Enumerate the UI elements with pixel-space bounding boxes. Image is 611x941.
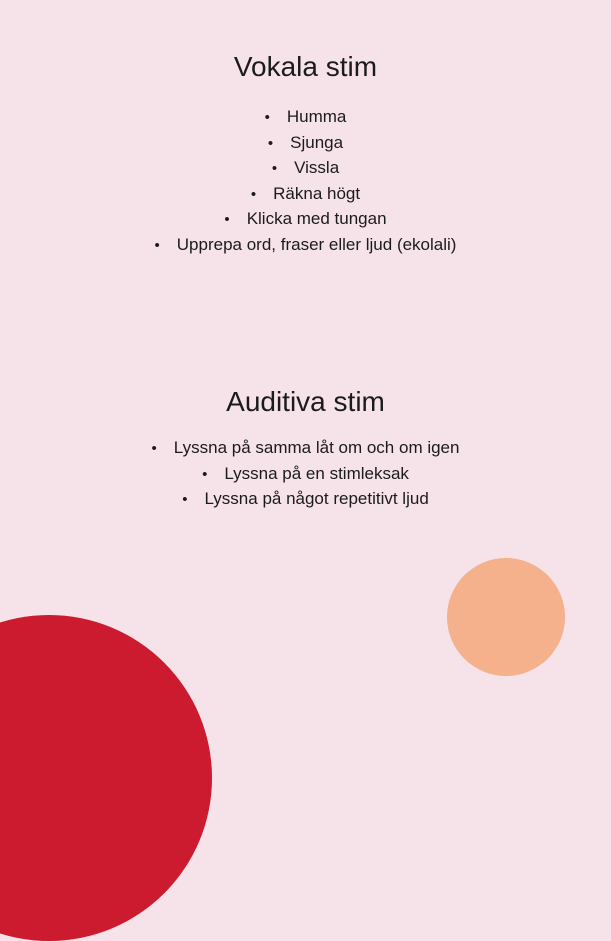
bullet-icon: • bbox=[154, 236, 160, 254]
bullet-icon: • bbox=[202, 465, 208, 483]
list-item-text: Upprepa ord, fraser eller ljud (ekolali) bbox=[176, 234, 457, 254]
section-vokala-stim bbox=[0, 49, 611, 258]
list-item-text: Sjunga bbox=[290, 132, 344, 152]
bullet-list bbox=[0, 105, 611, 258]
list-item-text: Klicka med tungan bbox=[246, 209, 387, 228]
bullet-list bbox=[0, 436, 611, 513]
list-item bbox=[0, 131, 611, 157]
section-title: Vokala stim bbox=[233, 51, 378, 82]
bullet-icon: • bbox=[151, 440, 157, 457]
list-item-text: Lyssna på samma låt om och om igen bbox=[173, 438, 460, 457]
bullet-icon: • bbox=[250, 185, 257, 203]
list-item-text: Lyssna på något repetitivt ljud bbox=[204, 489, 429, 508]
bullet-icon: • bbox=[271, 160, 278, 177]
list-item bbox=[0, 182, 611, 208]
list-item-text: Lyssna på en stimleksak bbox=[224, 463, 409, 483]
section-auditiva-stim bbox=[0, 384, 611, 513]
list-item bbox=[0, 233, 611, 259]
bullet-icon: • bbox=[224, 211, 230, 228]
list-item bbox=[0, 207, 611, 233]
bullet-icon: • bbox=[264, 109, 270, 126]
list-item bbox=[0, 105, 611, 131]
list-item bbox=[0, 156, 611, 182]
list-item-text: Räkna högt bbox=[273, 183, 361, 203]
list-item-text: Vissla bbox=[294, 158, 340, 177]
decorative-peach-circle bbox=[447, 558, 565, 676]
section-title: Auditiva stim bbox=[226, 386, 385, 417]
list-item bbox=[0, 462, 611, 488]
bullet-icon: • bbox=[267, 134, 274, 152]
decorative-red-circle bbox=[0, 615, 212, 941]
bullet-icon: • bbox=[182, 491, 188, 508]
list-item bbox=[0, 436, 611, 462]
list-item bbox=[0, 487, 611, 513]
list-item-text: Humma bbox=[286, 107, 347, 126]
